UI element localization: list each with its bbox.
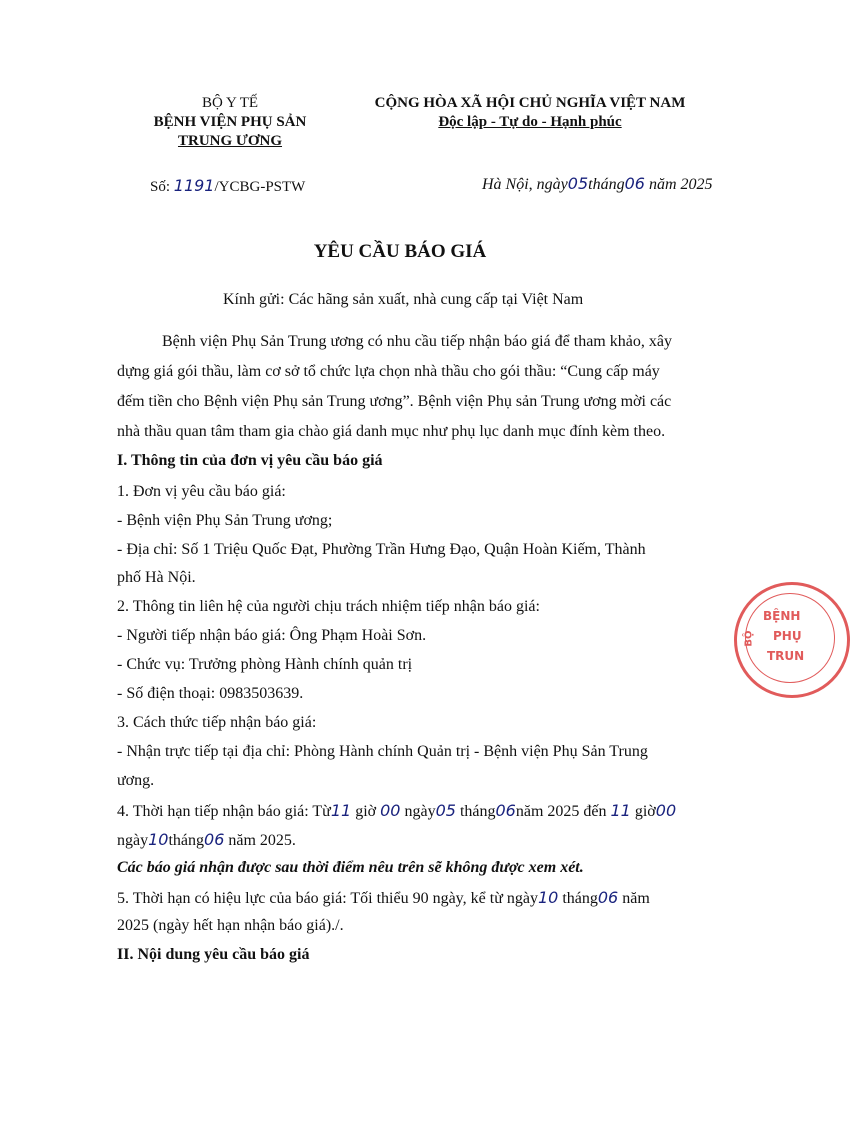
date-month-label: tháng — [588, 176, 625, 193]
org-name-line1: BỆNH VIỆN PHỤ SẢN — [153, 114, 307, 130]
handwritten-minute-start: 00 — [380, 801, 401, 820]
handwritten-hour-end: 11 — [610, 801, 631, 820]
section-2-heading: II. Nội dung yêu cầu báo giá — [117, 946, 310, 963]
doc-number-prefix: Số: — [150, 179, 174, 195]
doc-number-handwritten: 1191 — [173, 176, 215, 195]
date-year: năm 2025 — [648, 176, 713, 193]
section-1-line: - Nhận trực tiếp tại địa chỉ: Phòng Hành chính Quản trị - Bệnh viện Phụ Sản Trung — [117, 743, 648, 760]
item-4-text: ngày — [117, 832, 149, 849]
item-4-text: tháng — [455, 803, 496, 820]
section-1-line: - Địa chỉ: Số 1 Triệu Quốc Đạt, Phường Trần Hưng Đạo, Quận Hoàn Kiếm, Thành — [117, 541, 646, 558]
intro-line-4: nhà thầu quan tâm tham gia chào giá danh mục như phụ lục danh mục đính kèm theo. — [117, 423, 666, 440]
section-1-line: 1. Đơn vị yêu cầu báo giá: — [117, 483, 286, 500]
handwritten-day-start: 05 — [435, 801, 456, 820]
section-1-line: ương. — [117, 772, 155, 789]
section-1-line: - Số điện thoại: 0983503639. — [117, 685, 304, 702]
handwritten-hour-start: 11 — [330, 801, 352, 820]
document-number — [150, 176, 305, 196]
intro-line-1: Bệnh viện Phụ Sản Trung ương có nhu cầu tiếp nhận báo giá để tham khảo, xây — [162, 333, 672, 350]
handwritten-minute-end: 00 — [655, 801, 677, 820]
recipient-line: Kính gửi: Các hãng sản xuất, nhà cung cấp tại Việt Nam — [223, 291, 584, 308]
section-1-line: 2. Thông tin liên hệ của người chịu trách nhiệm tiếp nhận báo giá: — [117, 598, 540, 615]
intro-line-2: dựng giá gói thầu, làm cơ sở tổ chức lựa chọn nhà thầu cho gói thầu: “Cung cấp máy — [117, 363, 660, 380]
handwritten-validity-day: 10 — [537, 888, 559, 907]
org-name-line2 — [130, 132, 330, 151]
section-1-line: - Bệnh viện Phụ Sản Trung ương; — [117, 512, 333, 529]
date-day-handwritten: 05 — [567, 174, 589, 193]
handwritten-month-start: 06 — [495, 801, 516, 820]
late-submission-notice: Các báo giá nhận được sau thời điểm nêu trên sẽ không được xem xét. — [117, 859, 584, 876]
handwritten-validity-month: 06 — [597, 888, 619, 907]
org-name-line2-text: TRUNG ƯƠNG — [177, 133, 283, 149]
item-5-text: năm — [618, 890, 650, 907]
motto-line — [340, 113, 720, 132]
intro-line-3: đếm tiền cho Bệnh viện Phụ sản Trung ương”. Bệnh viện Phụ sản Trung ương mời các — [117, 393, 672, 410]
stamp-text: BỘ — [743, 630, 755, 647]
item-4-text: năm 2025 đến — [515, 803, 611, 820]
item-4-text: tháng — [168, 832, 205, 849]
date-month-handwritten: 06 — [624, 174, 645, 193]
item-4-line-2 — [117, 830, 296, 850]
item-4-text: năm 2025. — [224, 832, 296, 849]
handwritten-month-end: 06 — [204, 830, 225, 849]
document-title: YÊU CẦU BÁO GIÁ — [313, 241, 487, 262]
section-1-line: - Người tiếp nhận báo giá: Ông Phạm Hoài Sơn. — [117, 627, 427, 644]
date-line — [482, 174, 713, 194]
handwritten-day-end: 10 — [148, 830, 169, 849]
stamp-text: BỆNH — [763, 609, 801, 623]
section-1-line: 3. Cách thức tiếp nhận báo giá: — [117, 714, 317, 731]
section-1-line: - Chức vụ: Trưởng phòng Hành chính quản trị — [117, 656, 413, 673]
national-header — [340, 94, 720, 132]
item-4-text: giờ — [630, 803, 656, 820]
stamp-text: PHỤ — [773, 629, 802, 643]
ministry-name: BỘ Y TẾ — [201, 95, 259, 111]
item-5-text: 5. Thời hạn có hiệu lực của báo giá: Tối thiểu 90 ngày, kể từ ngày — [117, 890, 538, 907]
item-5-line-2: 2025 (ngày hết hạn nhận báo giá)./. — [117, 917, 344, 934]
item-4-line-1 — [117, 801, 676, 821]
item-4-text: ngày — [400, 803, 436, 820]
red-seal-stamp — [734, 582, 850, 698]
section-1-heading: I. Thông tin của đơn vị yêu cầu báo giá — [117, 452, 383, 469]
stamp-text: TRUN — [767, 649, 805, 663]
motto-text: Độc lập - Tự do - Hạnh phúc — [438, 114, 622, 130]
doc-number-suffix: /YCBG-PSTW — [214, 179, 306, 195]
nation-name: CỘNG HÒA XÃ HỘI CHỦ NGHĨA VIỆT NAM — [374, 95, 686, 111]
item-4-text: 4. Thời hạn tiếp nhận báo giá: Từ — [117, 803, 331, 820]
date-place: Hà Nội, ngày — [482, 176, 568, 193]
section-1-line: phố Hà Nội. — [117, 569, 196, 586]
item-4-text: giờ — [351, 803, 381, 820]
issuer-block — [130, 94, 330, 151]
item-5-line-1 — [117, 888, 650, 908]
item-5-text: tháng — [558, 890, 598, 907]
